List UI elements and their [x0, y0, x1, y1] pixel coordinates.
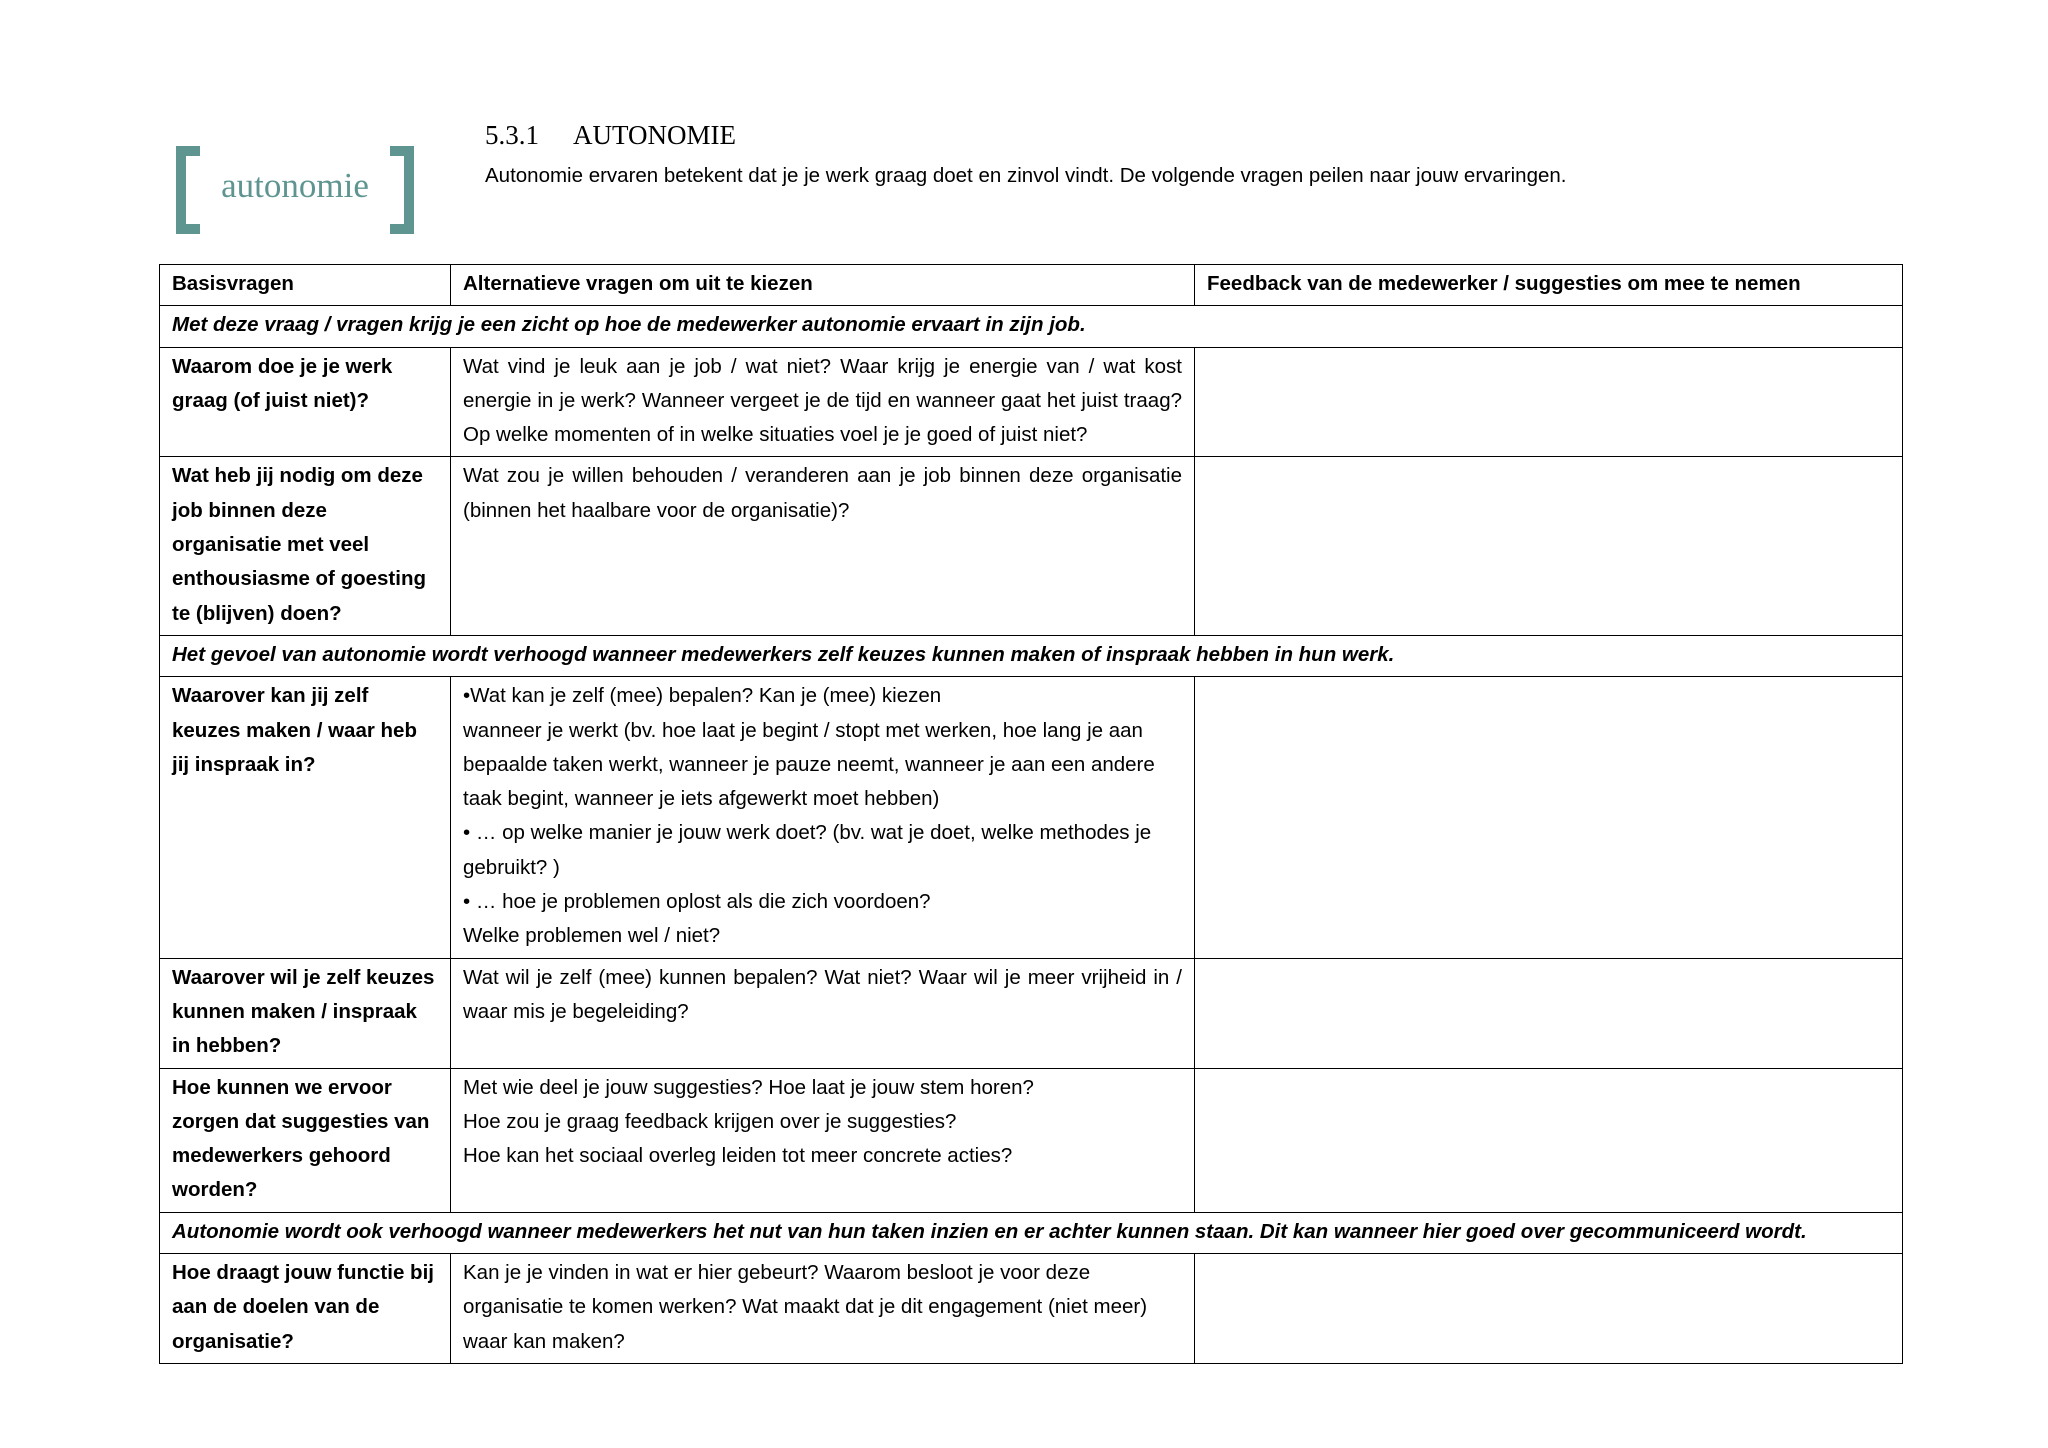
alt-line: Hoe kan het sociaal overleg leiden tot meer concrete acties? [463, 1144, 1013, 1168]
section-intro-row [160, 1212, 1903, 1253]
logo-word: autonomie [221, 166, 369, 205]
section-intro-1: Met deze vraag / vragen krijg je een zicht op hoe de medewerker autonomie ervaart in zijn job. [160, 306, 1903, 347]
table-row [160, 347, 1903, 457]
logo-right-bracket [390, 146, 414, 234]
header-feedback: Feedback van de medewerker / suggesties om mee te nemen [1195, 265, 1903, 306]
basis-question: Hoe draagt jouw functie bij aan de doelen van de organisatie? [160, 1254, 451, 1364]
table-row [160, 677, 1903, 958]
feedback-cell[interactable] [1195, 958, 1903, 1068]
section-number: 5.3.1 [485, 120, 539, 150]
feedback-cell[interactable] [1195, 1254, 1903, 1364]
table-row [160, 457, 1903, 635]
header-basisvragen: Basisvragen [160, 265, 451, 306]
questions-table [159, 264, 1903, 1364]
alt-line: Met wie deel je jouw suggesties? Hoe laat je jouw stem horen? [463, 1075, 1034, 1099]
alt-line: wanneer je werkt (bv. hoe laat je begint / stopt met werken, hoe lang je aan bepaalde taken werkt, wanneer je pauze neemt, wanneer je aan een andere taak begint, wanneer je iets afgewerkt moet hebben) [463, 718, 1155, 811]
intro-text: Autonomie ervaren betekent dat je je werk graag doet en zinvol vindt. De volgende vragen peilen naar jouw ervaringen. [485, 164, 1567, 187]
basis-question: Waarover kan jij zelf keuzes maken / waar heb jij inspraak in? [160, 677, 451, 958]
alt-line: Hoe zou je graag feedback krijgen over je suggesties? [463, 1109, 957, 1133]
section-intro-2: Het gevoel van autonomie wordt verhoogd wanneer medewerkers zelf keuzes kunnen maken of inspraak hebben in hun werk. [160, 635, 1903, 676]
table-row [160, 1254, 1903, 1364]
alternative-questions: Wat wil je zelf (mee) kunnen bepalen? Wat niet? Waar wil je meer vrijheid in / waar mis je begeleiding? [451, 958, 1195, 1068]
autonomie-logo [176, 146, 414, 234]
header-alternatieve-vragen: Alternatieve vragen om uit te kiezen [451, 265, 1195, 306]
basis-question: Hoe kunnen we ervoor zorgen dat suggesties van medewerkers gehoord worden? [160, 1068, 451, 1212]
table-row [160, 958, 1903, 1068]
alternative-questions: Wat vind je leuk aan je job / wat niet? Waar krijg je energie van / wat kost energie in je werk? Wanneer vergeet je de tijd en wanneer gaat het juist traag? Op welke momenten of in welke situaties voel je je goed of juist niet? [451, 347, 1195, 457]
table-header-row [160, 265, 1903, 306]
alternative-questions: Wat zou je willen behouden / veranderen aan je job binnen deze organisatie (binnen het haalbare voor de organisatie)? [451, 457, 1195, 635]
section-intro-row [160, 635, 1903, 676]
basis-question: Waarover wil je zelf keuzes kunnen maken / inspraak in hebben? [160, 958, 451, 1068]
section-heading [485, 120, 736, 151]
alt-line: •Wat kan je zelf (mee) bepalen? Kan je (mee) kiezen [463, 684, 942, 708]
basis-question: Wat heb jij nodig om deze job binnen deze organisatie met veel enthousiasme of goesting te (blijven) doen? [160, 457, 451, 635]
section-intro-row [160, 306, 1903, 347]
alternative-questions: Kan je je vinden in wat er hier gebeurt? Waarom besloot je voor deze organisatie te komen werken? Wat maakt dat je dit engagement (niet meer) waar kan maken? [451, 1254, 1195, 1364]
feedback-cell[interactable] [1195, 1068, 1903, 1212]
feedback-cell[interactable] [1195, 677, 1903, 958]
alternative-questions [451, 677, 1195, 958]
alt-line: • … hoe je problemen oplost als die zich voordoen? [463, 890, 931, 914]
section-intro-3: Autonomie wordt ook verhoogd wanneer medewerkers het nut van hun taken inzien en er achter kunnen staan. Dit kan wanneer hier goed over gecommuniceerd wordt. [160, 1212, 1903, 1253]
feedback-cell[interactable] [1195, 457, 1903, 635]
alt-line: • … op welke manier je jouw werk doet? (bv. wat je doet, welke methodes je gebruikt? ) [463, 821, 1152, 879]
table-row [160, 1068, 1903, 1212]
alternative-questions [451, 1068, 1195, 1212]
feedback-cell[interactable] [1195, 347, 1903, 457]
alt-line: Welke problemen wel / niet? [463, 924, 721, 948]
section-title: AUTONOMIE [573, 120, 736, 150]
basis-question: Waarom doe je je werk graag (of juist niet)? [160, 347, 451, 457]
